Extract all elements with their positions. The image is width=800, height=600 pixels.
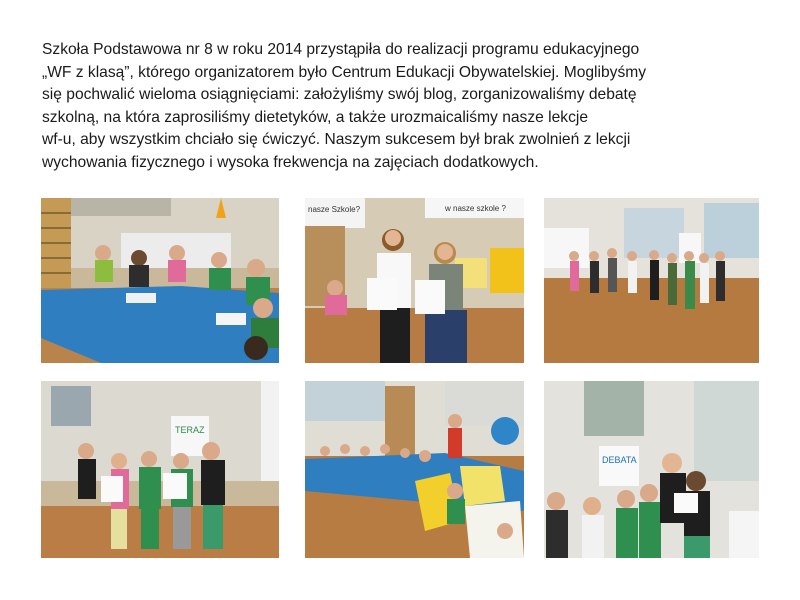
- photo-children-teraz: [41, 381, 279, 558]
- description-line: szkolną, na która zaprosiliśmy dietetyków, a także urozmaicaliśmy nasze lekcje: [42, 108, 589, 126]
- sign-right-text: w nasze szkole ?: [445, 204, 506, 213]
- description-text: [42, 39, 772, 174]
- photo-debata: [544, 381, 759, 558]
- photo-group-in-gym: [544, 198, 759, 363]
- description-line: się pochwalić wieloma osiągnięciami: założyliśmy swój blog, zorganizowaliśmy debatę: [42, 86, 637, 103]
- photo-children-on-mats: [41, 198, 279, 363]
- description-line: wychowania fizycznego i wysoka frekwencja na zajęciach dodatkowych.: [42, 153, 539, 171]
- sign-left-text: nasze Szkole?: [308, 205, 361, 214]
- photo-posters-on-floor: [305, 381, 524, 558]
- sign-text: TERAZ: [175, 425, 205, 435]
- description-line: Szkoła Podstawowa nr 8 w roku 2014 przystąpiła do realizacji programu edukacyjnego: [42, 41, 640, 58]
- photo-girls-presenting: [305, 198, 524, 363]
- sign-text: DEBATA: [602, 455, 637, 465]
- description-line: wf-u, aby wszystkim chciało się ćwiczyć. Naszym sukcesem był brak zwolnień z lekcji: [42, 131, 631, 148]
- description-line: „WF z klasą”, którego organizatorem było Centrum Edukacji Obywatelskiej. Moglibyśmy: [42, 63, 647, 81]
